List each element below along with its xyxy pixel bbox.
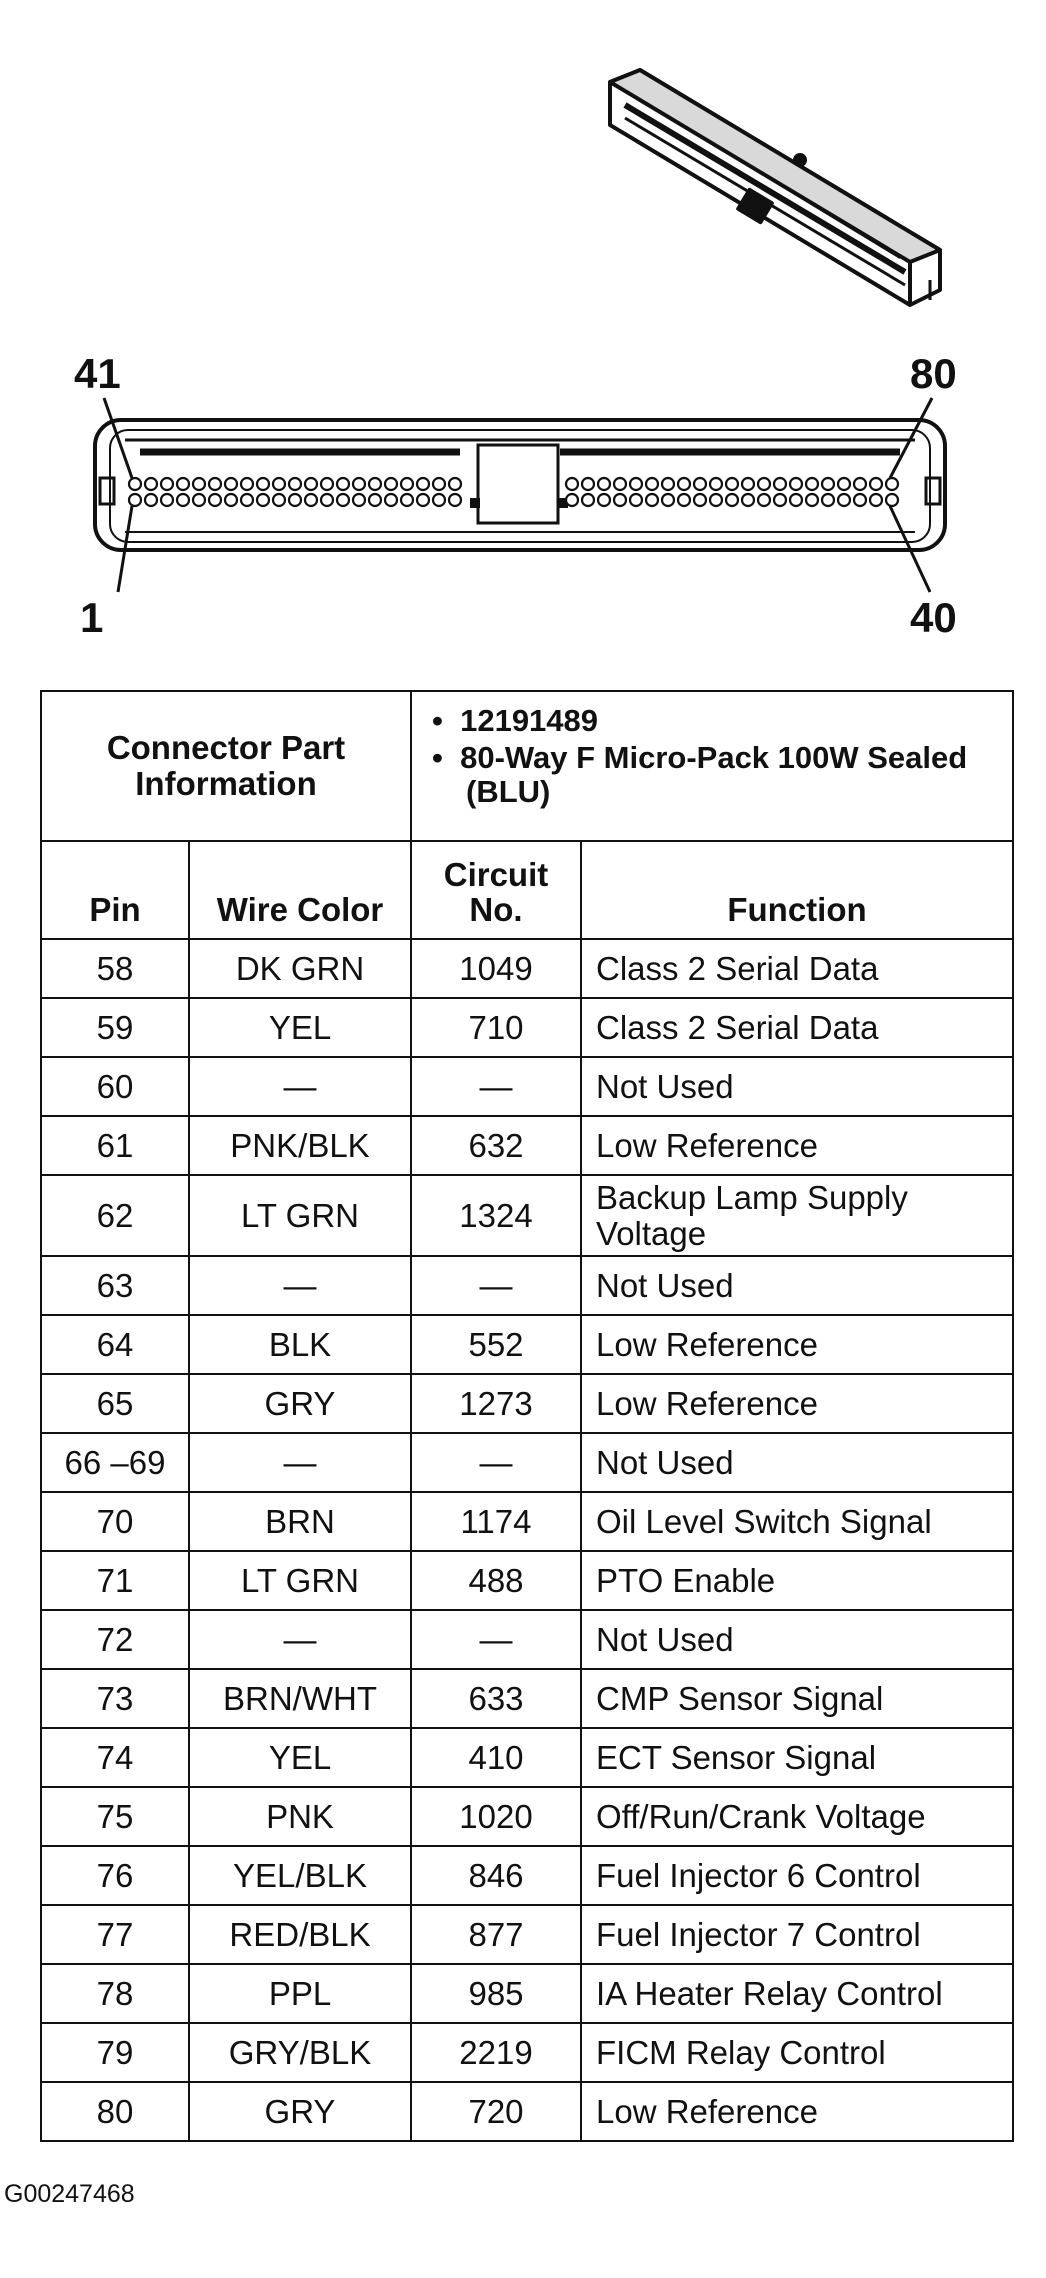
pin-cell: 77 bbox=[41, 1905, 189, 1964]
pin-cell: 70 bbox=[41, 1492, 189, 1551]
table-row bbox=[41, 1492, 1013, 1551]
wire-color-cell: BRN/WHT bbox=[189, 1669, 411, 1728]
circuit-cell: 632 bbox=[411, 1116, 581, 1175]
column-header-wire-color: Wire Color bbox=[189, 841, 411, 939]
table-row bbox=[41, 1256, 1013, 1315]
circuit-cell: 985 bbox=[411, 1964, 581, 2023]
connector-info-row bbox=[41, 691, 1013, 841]
pin-cell: 76 bbox=[41, 1846, 189, 1905]
pin-label-41: 41 bbox=[74, 350, 121, 397]
table-row bbox=[41, 998, 1013, 1057]
pin-cell: 73 bbox=[41, 1669, 189, 1728]
function-cell: Oil Level Switch Signal bbox=[581, 1492, 1013, 1551]
wire-color-cell: DK GRN bbox=[189, 939, 411, 998]
function-cell: Class 2 Serial Data bbox=[581, 998, 1013, 1057]
pin-cell: 65 bbox=[41, 1374, 189, 1433]
info-item-description: • 80-Way F Micro-Pack 100W Sealed (BLU) bbox=[432, 740, 968, 809]
table-row bbox=[41, 2023, 1013, 2082]
connector-3d-illustration bbox=[610, 70, 940, 305]
circuit-cell: 1273 bbox=[411, 1374, 581, 1433]
table-row bbox=[41, 1669, 1013, 1728]
column-header-circuit-no: Circuit No. bbox=[411, 841, 581, 939]
wire-color-cell: PNK bbox=[189, 1787, 411, 1846]
circuit-cell: 488 bbox=[411, 1551, 581, 1610]
connector-face bbox=[95, 398, 945, 592]
pin-label-40: 40 bbox=[910, 594, 957, 641]
circuit-cell: 1020 bbox=[411, 1787, 581, 1846]
circuit-cell: 633 bbox=[411, 1669, 581, 1728]
pin-cell: 63 bbox=[41, 1256, 189, 1315]
wire-color-cell: BLK bbox=[189, 1315, 411, 1374]
wire-color-cell: — bbox=[189, 1057, 411, 1116]
pin-cell: 59 bbox=[41, 998, 189, 1057]
column-header-function: Function bbox=[581, 841, 1013, 939]
function-cell: CMP Sensor Signal bbox=[581, 1669, 1013, 1728]
function-cell: Off/Run/Crank Voltage bbox=[581, 1787, 1013, 1846]
circuit-cell: 846 bbox=[411, 1846, 581, 1905]
wire-color-cell: GRY/BLK bbox=[189, 2023, 411, 2082]
wire-color-cell: LT GRN bbox=[189, 1551, 411, 1610]
table-row bbox=[41, 1964, 1013, 2023]
circuit-cell: 720 bbox=[411, 2082, 581, 2141]
function-cell: Fuel Injector 7 Control bbox=[581, 1905, 1013, 1964]
pin-cell: 58 bbox=[41, 939, 189, 998]
table-row bbox=[41, 1315, 1013, 1374]
wire-color-cell: — bbox=[189, 1610, 411, 1669]
circuit-cell: — bbox=[411, 1610, 581, 1669]
pin-cell: 79 bbox=[41, 2023, 189, 2082]
circuit-cell: — bbox=[411, 1057, 581, 1116]
figure-id: G00247468 bbox=[4, 2180, 135, 2208]
table-row bbox=[41, 1116, 1013, 1175]
function-cell: PTO Enable bbox=[581, 1551, 1013, 1610]
table-row bbox=[41, 1787, 1013, 1846]
circuit-cell: 877 bbox=[411, 1905, 581, 1964]
table-row bbox=[41, 939, 1013, 998]
pin-cell: 75 bbox=[41, 1787, 189, 1846]
circuit-cell: 410 bbox=[411, 1728, 581, 1787]
pin-cell: 66 –69 bbox=[41, 1433, 189, 1492]
wire-color-cell: — bbox=[189, 1256, 411, 1315]
pin-cell: 78 bbox=[41, 1964, 189, 2023]
function-cell: Low Reference bbox=[581, 1315, 1013, 1374]
circuit-cell: 1049 bbox=[411, 939, 581, 998]
pin-table bbox=[40, 690, 1014, 2142]
table-row bbox=[41, 1374, 1013, 1433]
wire-color-cell: RED/BLK bbox=[189, 1905, 411, 1964]
wire-color-cell: PNK/BLK bbox=[189, 1116, 411, 1175]
table-row bbox=[41, 1175, 1013, 1256]
info-item-part-number: • 12191489 bbox=[432, 703, 599, 738]
pin-cell: 62 bbox=[41, 1175, 189, 1256]
circuit-cell: — bbox=[411, 1256, 581, 1315]
pin-cell: 80 bbox=[41, 2082, 189, 2141]
table-row bbox=[41, 1551, 1013, 1610]
table-row bbox=[41, 2082, 1013, 2141]
function-cell: Low Reference bbox=[581, 2082, 1013, 2141]
function-cell: Not Used bbox=[581, 1057, 1013, 1116]
column-header-row bbox=[41, 841, 1013, 939]
connector-info-values bbox=[411, 691, 1013, 841]
circuit-cell: 552 bbox=[411, 1315, 581, 1374]
circuit-cell: 710 bbox=[411, 998, 581, 1057]
function-cell: Fuel Injector 6 Control bbox=[581, 1846, 1013, 1905]
column-header-pin: Pin bbox=[41, 841, 189, 939]
table-row bbox=[41, 1610, 1013, 1669]
table-row bbox=[41, 1905, 1013, 1964]
wire-color-cell: BRN bbox=[189, 1492, 411, 1551]
connector-diagram bbox=[0, 0, 1046, 680]
function-cell: IA Heater Relay Control bbox=[581, 1964, 1013, 2023]
pin-cell: 60 bbox=[41, 1057, 189, 1116]
table-row bbox=[41, 1728, 1013, 1787]
wire-color-cell: YEL bbox=[189, 1728, 411, 1787]
pin-cell: 61 bbox=[41, 1116, 189, 1175]
wire-color-cell: PPL bbox=[189, 1964, 411, 2023]
function-cell: Low Reference bbox=[581, 1374, 1013, 1433]
circuit-cell: 1174 bbox=[411, 1492, 581, 1551]
pin-label-80: 80 bbox=[910, 350, 957, 397]
table-row bbox=[41, 1433, 1013, 1492]
table-row bbox=[41, 1057, 1013, 1116]
wire-color-cell: YEL bbox=[189, 998, 411, 1057]
function-cell: Low Reference bbox=[581, 1116, 1013, 1175]
wire-color-cell: YEL/BLK bbox=[189, 1846, 411, 1905]
function-cell: ECT Sensor Signal bbox=[581, 1728, 1013, 1787]
circuit-cell: 2219 bbox=[411, 2023, 581, 2082]
pin-cell: 64 bbox=[41, 1315, 189, 1374]
wire-color-cell: GRY bbox=[189, 1374, 411, 1433]
wire-color-cell: — bbox=[189, 1433, 411, 1492]
pin-cell: 74 bbox=[41, 1728, 189, 1787]
pin-label-1: 1 bbox=[80, 594, 104, 641]
circuit-cell: 1324 bbox=[411, 1175, 581, 1256]
circuit-cell: — bbox=[411, 1433, 581, 1492]
function-cell: Not Used bbox=[581, 1433, 1013, 1492]
function-cell: Not Used bbox=[581, 1256, 1013, 1315]
function-cell: Backup Lamp Supply Voltage bbox=[581, 1175, 1013, 1256]
connector-info-label: Connector Part Information bbox=[41, 691, 411, 841]
function-cell: FICM Relay Control bbox=[581, 2023, 1013, 2082]
function-cell: Class 2 Serial Data bbox=[581, 939, 1013, 998]
pin-cell: 72 bbox=[41, 1610, 189, 1669]
pin-cell: 71 bbox=[41, 1551, 189, 1610]
table-row bbox=[41, 1846, 1013, 1905]
function-cell: Not Used bbox=[581, 1610, 1013, 1669]
wire-color-cell: GRY bbox=[189, 2082, 411, 2141]
wire-color-cell: LT GRN bbox=[189, 1175, 411, 1256]
